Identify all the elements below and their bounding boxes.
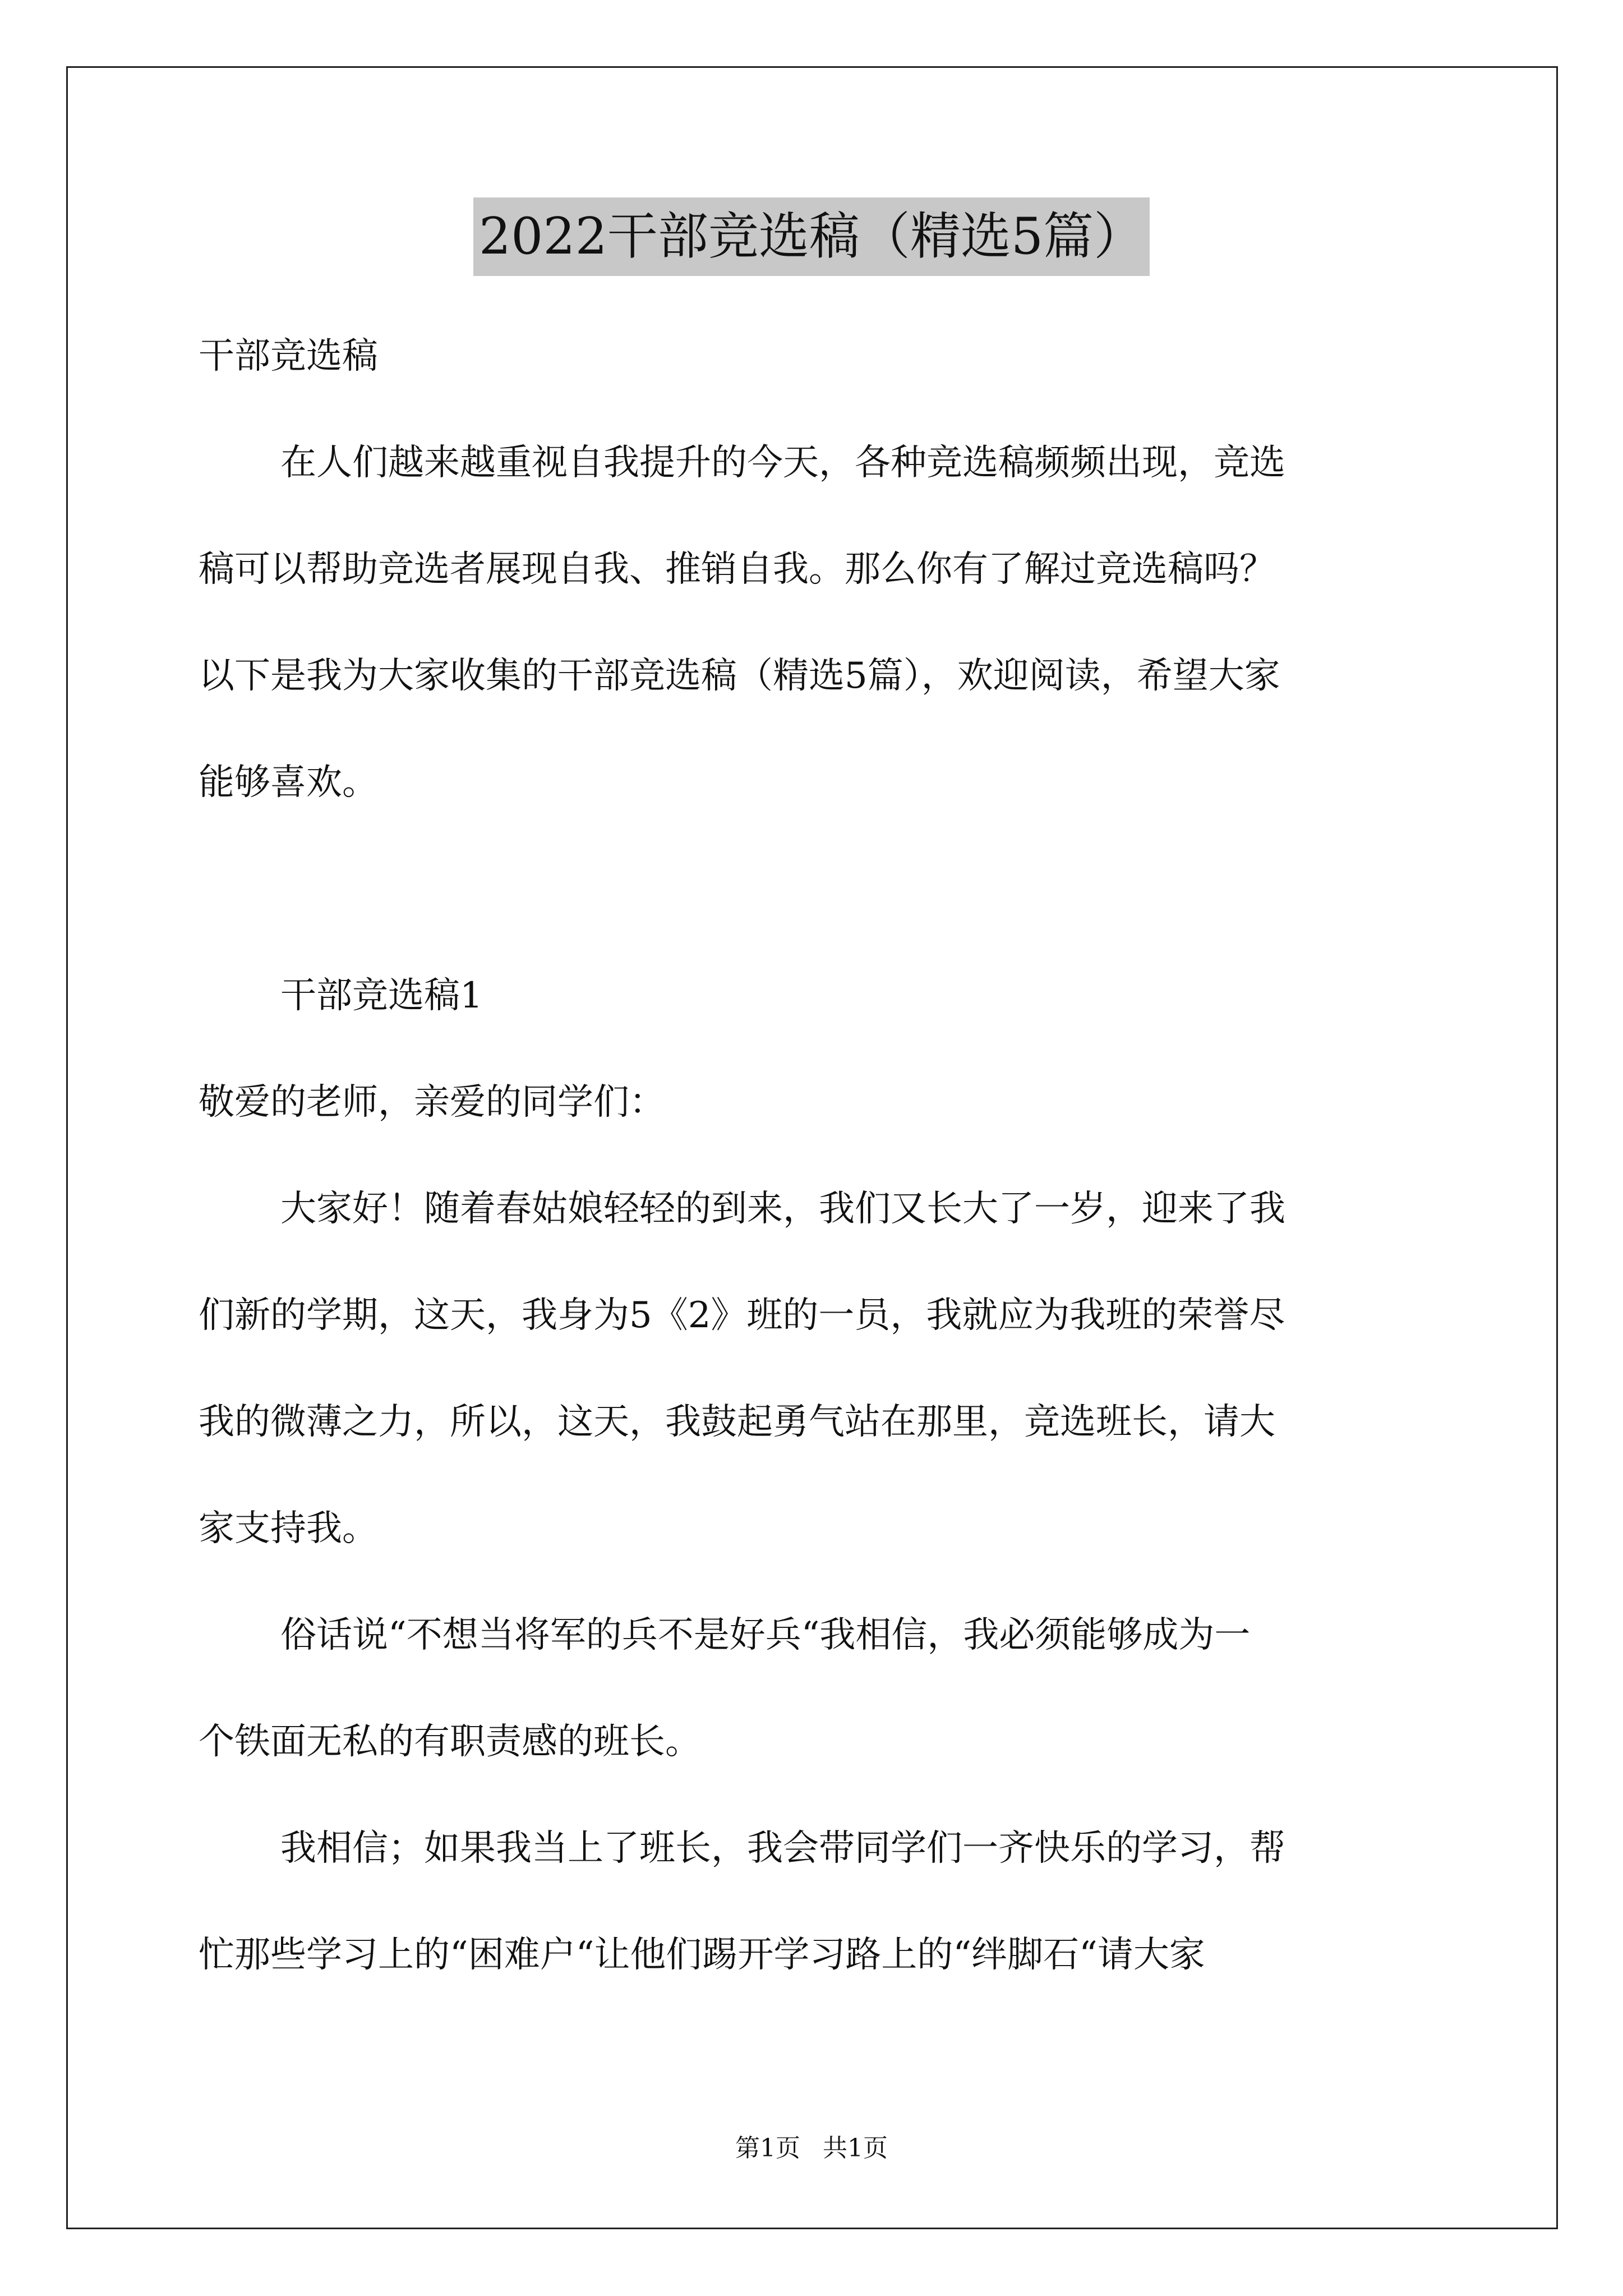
paragraph-line: 以下是我为大家收集的干部竞选稿（精选5篇），欢迎阅读，希望大家: [199, 655, 1280, 697]
document-title: 2022干部竞选稿（精选5篇）: [473, 197, 1150, 276]
paragraph-line: 们新的学期，这天，我身为5《2》班的一员，我就应为我班的荣誉尽: [199, 1295, 1285, 1336]
paragraph-line: 大家好！随着春姑娘轻轻的到来，我们又长大了一岁，迎来了我: [280, 1188, 1285, 1230]
paragraph-line: 我相信；如果我当上了班长，我会带同学们一齐快乐的学习，帮: [280, 1828, 1285, 1869]
page-number-current: 第1页: [735, 2134, 800, 2162]
page-footer: [0, 2132, 1623, 2165]
paragraph-line: 稿可以帮助竞选者展现自我、推销自我。那么你有了解过竞选稿吗？: [199, 549, 1275, 590]
document-body: [199, 303, 1427, 2008]
paragraph-line: 忙那些学习上的“困难户“让他们踢开学习路上的“绊脚石“请大家: [199, 1934, 1205, 1976]
section-heading: 干部竞选稿1: [280, 975, 483, 1016]
salutation-line: 敬爱的老师，亲爱的同学们：: [199, 1082, 665, 1123]
paragraph-line: 个铁面无私的有职责感的班长。: [199, 1721, 701, 1763]
paragraph-line: 俗话说“不想当将军的兵不是好兵“我相信，我必须能够成为一: [280, 1614, 1251, 1656]
paragraph-line: 能够喜欢。: [199, 762, 378, 803]
paragraph-line: 在人们越来越重视自我提升的今天，各种竞选稿频频出现，竞选: [280, 442, 1285, 484]
section-heading: 干部竞选稿: [199, 335, 378, 377]
title-container: [0, 197, 1623, 276]
paragraph-line: 我的微薄之力，所以，这天，我鼓起勇气站在那里，竞选班长，请大: [199, 1401, 1275, 1443]
paragraph-line: 家支持我。: [199, 1508, 378, 1549]
blank-line: [199, 836, 1427, 942]
page-number-total: 共1页: [823, 2134, 888, 2162]
